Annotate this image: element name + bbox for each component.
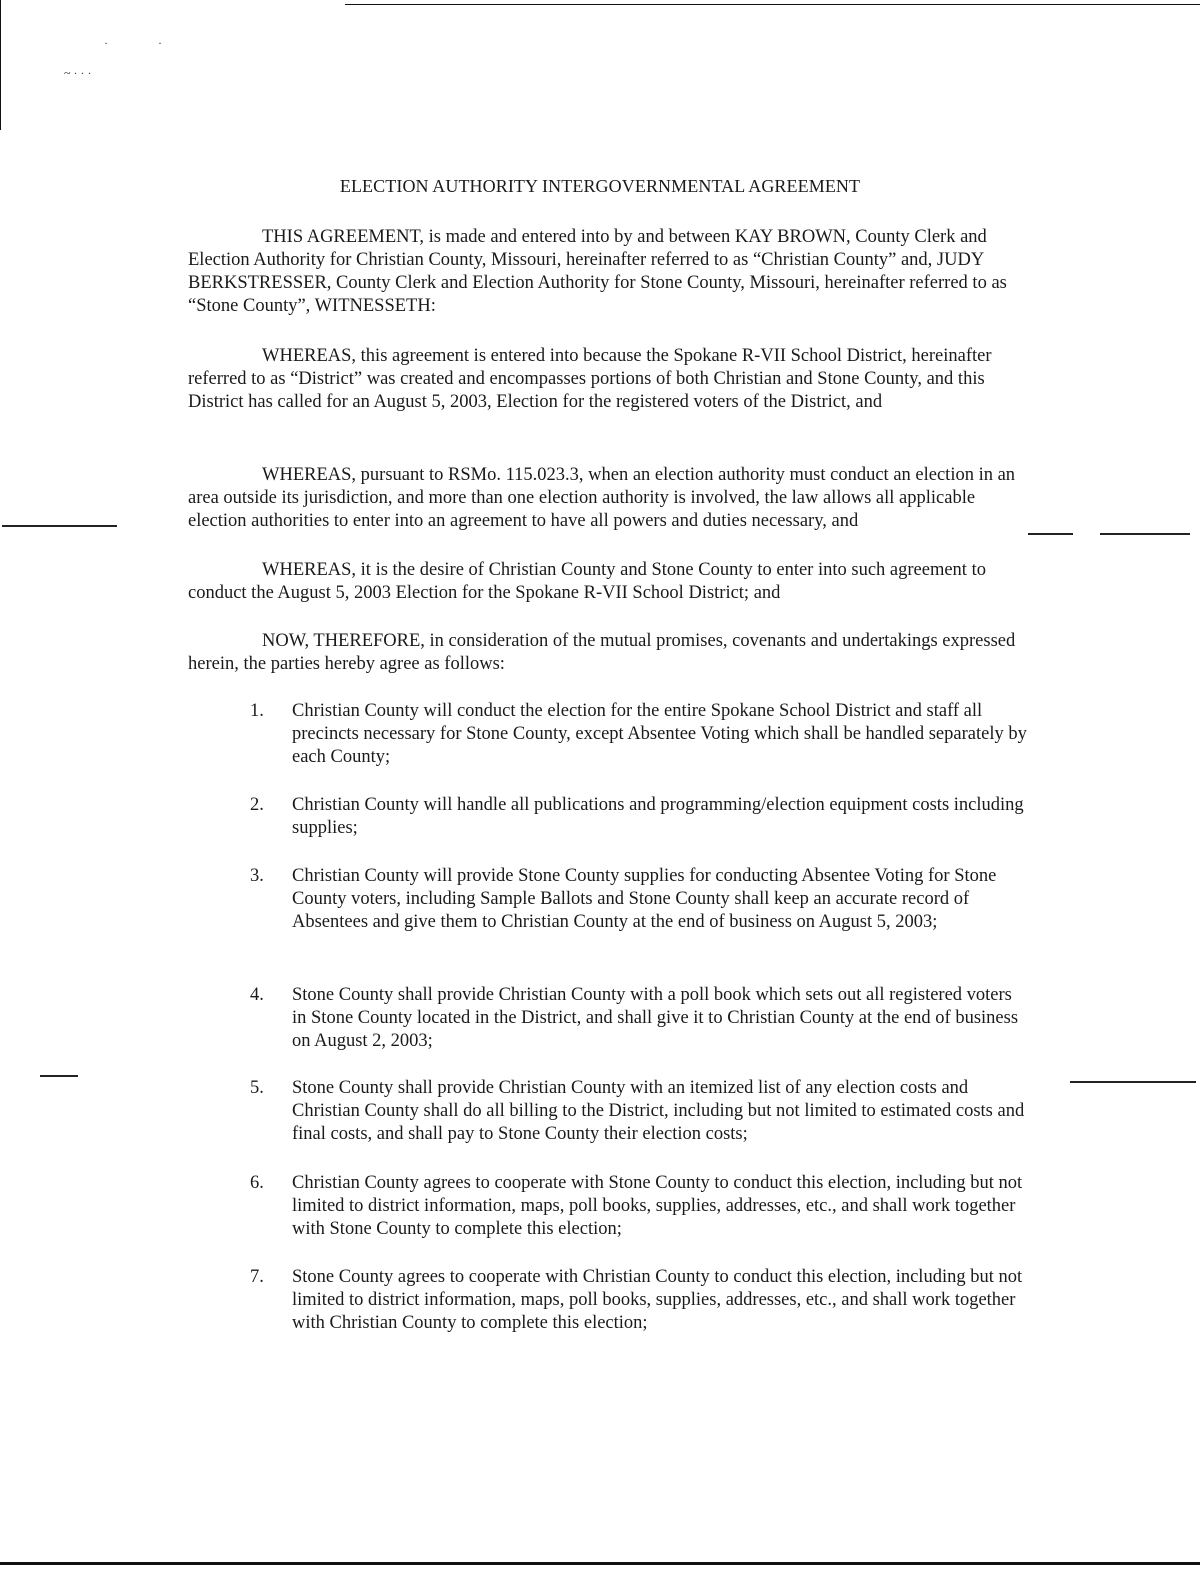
preamble-paragraph: THIS AGREEMENT, is made and entered into by and between KAY BROWN, County Clerk and Election Authority for Christian County, Missouri, hereinafter referred to as “Christian County” and, JUDY BERKSTRESSER, County Clerk and Election Authority for Stone County, Missouri, hereinafter referred to as “Stone County”, WITNESSETH:: [188, 227, 1007, 316]
item-number: 5.: [250, 1078, 264, 1098]
item-number: 6.: [250, 1173, 264, 1193]
item-text: Christian County agrees to cooperate with Stone County to conduct this election, including but not limited to district information, maps, poll books, supplies, addresses, etc., and shall work together with Stone County to complete this election;: [292, 1173, 1023, 1239]
item-text: Christian County will conduct the election for the entire Spokane School District and staff all precincts necessary for Stone County, except Absentee Voting which shall be handled separately by each County;: [292, 701, 1027, 767]
scan-speck: ·: [104, 36, 108, 50]
whereas-paragraph-3: WHEREAS, it is the desire of Christian County and Stone County to enter into such agreement to conduct the August 5, 2003 Election for the Spokane R-VII School District; and: [188, 560, 986, 603]
list-item: [250, 984, 1030, 1053]
top-scan-edge: [345, 4, 1200, 5]
list-item: [250, 865, 1030, 934]
list-item: [250, 794, 1030, 840]
item-number: 2.: [250, 795, 264, 815]
list-item: [250, 700, 1030, 769]
document-title: ELECTION AUTHORITY INTERGOVERNMENTAL AGREEMENT: [339, 176, 861, 196]
scan-mark: [2, 525, 117, 527]
scan-mark: [1100, 533, 1190, 535]
whereas-paragraph-1: WHEREAS, this agreement is entered into because the Spokane R-VII School District, hereinafter referred to as “District” was created and encompasses portions of both Christian and Stone County, and this District has called for an August 5, 2003, Election for the registered voters of the District, and: [188, 346, 992, 412]
now-therefore-paragraph: NOW, THEREFORE, in consideration of the mutual promises, covenants and undertakings expressed herein, the parties hereby agree as follows:: [188, 631, 1016, 674]
item-text: Christian County will provide Stone County supplies for conducting Absentee Voting for Stone County voters, including Sample Ballots and Stone County shall keep an accurate record of Absentees and give them to Christian County at the end of business on August 5, 2003;: [292, 866, 997, 932]
item-text: Stone County shall provide Christian County with a poll book which sets out all registered voters in Stone County located in the District, and shall give it to Christian County at the end of business on August 2, 2003;: [292, 985, 1019, 1051]
scan-mark: [1028, 533, 1073, 535]
scan-speck: ·: [158, 36, 162, 50]
list-item: [250, 1266, 1030, 1335]
list-item: [250, 1077, 1030, 1146]
item-number: 1.: [250, 701, 264, 721]
scan-mark: [1070, 1081, 1196, 1083]
left-scan-edge: [0, 0, 1, 130]
bottom-scan-edge: [0, 1562, 1200, 1565]
whereas-paragraph-2: WHEREAS, pursuant to RSMo. 115.023.3, when an election authority must conduct an election in an area outside its jurisdiction, and more than one election authority is involved, the law allows all applicable election authorities to enter into an agreement to have all powers and duties necessary, and: [188, 465, 1016, 531]
item-text: Stone County shall provide Christian County with an itemized list of any election costs and Christian County shall do all billing to the District, including but not limited to estimated costs and final costs, and shall pay to Stone County their election costs;: [292, 1078, 1025, 1144]
item-text: Stone County agrees to cooperate with Christian County to conduct this election, including but not limited to district information, maps, poll books, supplies, addresses, etc., and shall work together with Christian County to complete this election;: [292, 1267, 1023, 1333]
list-item: [250, 1172, 1030, 1241]
item-number: 3.: [250, 866, 264, 886]
scan-mark: [40, 1075, 78, 1077]
item-text: Christian County will handle all publications and programming/election equipment costs including supplies;: [292, 795, 1024, 838]
item-number: 4.: [250, 985, 264, 1005]
scan-speck: ~ · · ·: [64, 66, 92, 80]
item-number: 7.: [250, 1267, 264, 1287]
